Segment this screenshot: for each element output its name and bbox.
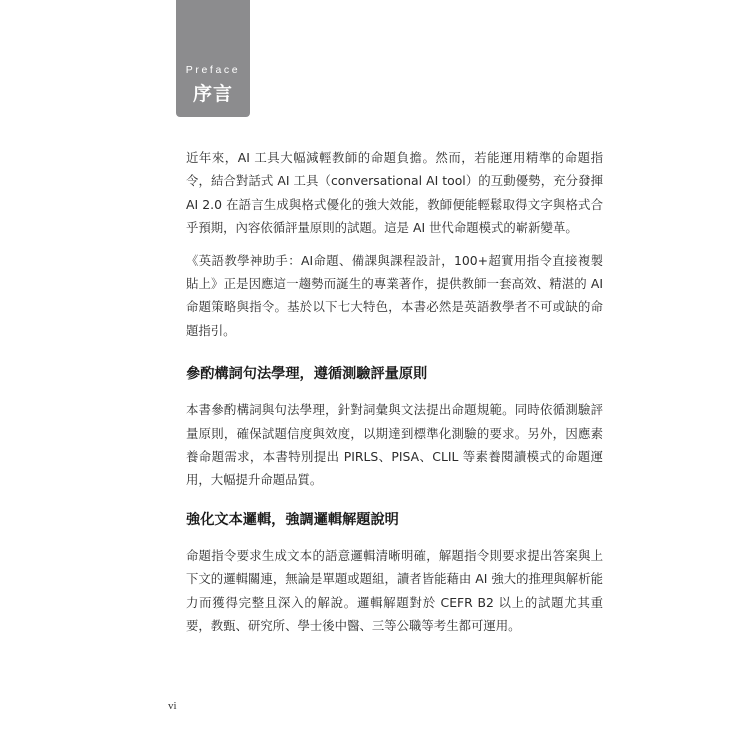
preface-label-en: Preface bbox=[185, 64, 241, 76]
intro-paragraph-2: 《英語教學神助手：AI命題、備課與課程設計，100+超實用指令直接複製貼上》正是因應這一趨勢而誕生的專業著作，提供教師一套高效、精湛的 AI 命題策略與指令。基於以下七大特色，本書必然是英語教學者不可或缺的命題指引。 bbox=[186, 252, 603, 338]
page-number: vi bbox=[168, 700, 177, 712]
intro-paragraph-1: 近年來，AI 工具大幅減輕教師的命題負擔。然而，若能運用精準的命題指令，結合對話式 AI 工具（conversational AI tool）的互動優勢，充分發揮 AI 2.0 在語言生成與格式優化的強大效能，教師便能輕鬆取得文字與格式合乎預期，內容依循評量原則的試題。這是 AI 世代命題模式的嶄新變革。 bbox=[186, 150, 603, 236]
preface-label-zh: 序言 bbox=[192, 83, 233, 105]
section-heading-2: 強化文本邏輯，強調邏輯解題說明 bbox=[186, 511, 399, 528]
section-body-1: 本書參酌構詞與句法學理，針對詞彙與文法提出命題規範。同時依循測驗評量原則，確保試題信度與效度，以期達到標準化測驗的要求。另外，因應素養命題需求，本書特別提出 PIRLS、PISA、CLIL 等素養閱讀模式的命題運用，大幅提升命題品質。 bbox=[186, 402, 603, 488]
section-heading-1: 參酌構詞句法學理，遵循測驗評量原則 bbox=[186, 366, 428, 383]
preface-tab bbox=[176, 0, 250, 117]
section-body-2: 命題指令要求生成文本的語意邏輯清晰明確，解題指令則要求提出答案與上下文的邏輯關連，無論是單題或題組，讀者皆能藉由 AI 強大的推理與解析能力而獲得完整且深入的解說。邏輯解題對於 CEFR B2 以上的試題尤其重要，教甄、研究所、學士後中醫、三等公職等考生都可運用。 bbox=[186, 547, 603, 634]
preface-content bbox=[186, 146, 603, 638]
